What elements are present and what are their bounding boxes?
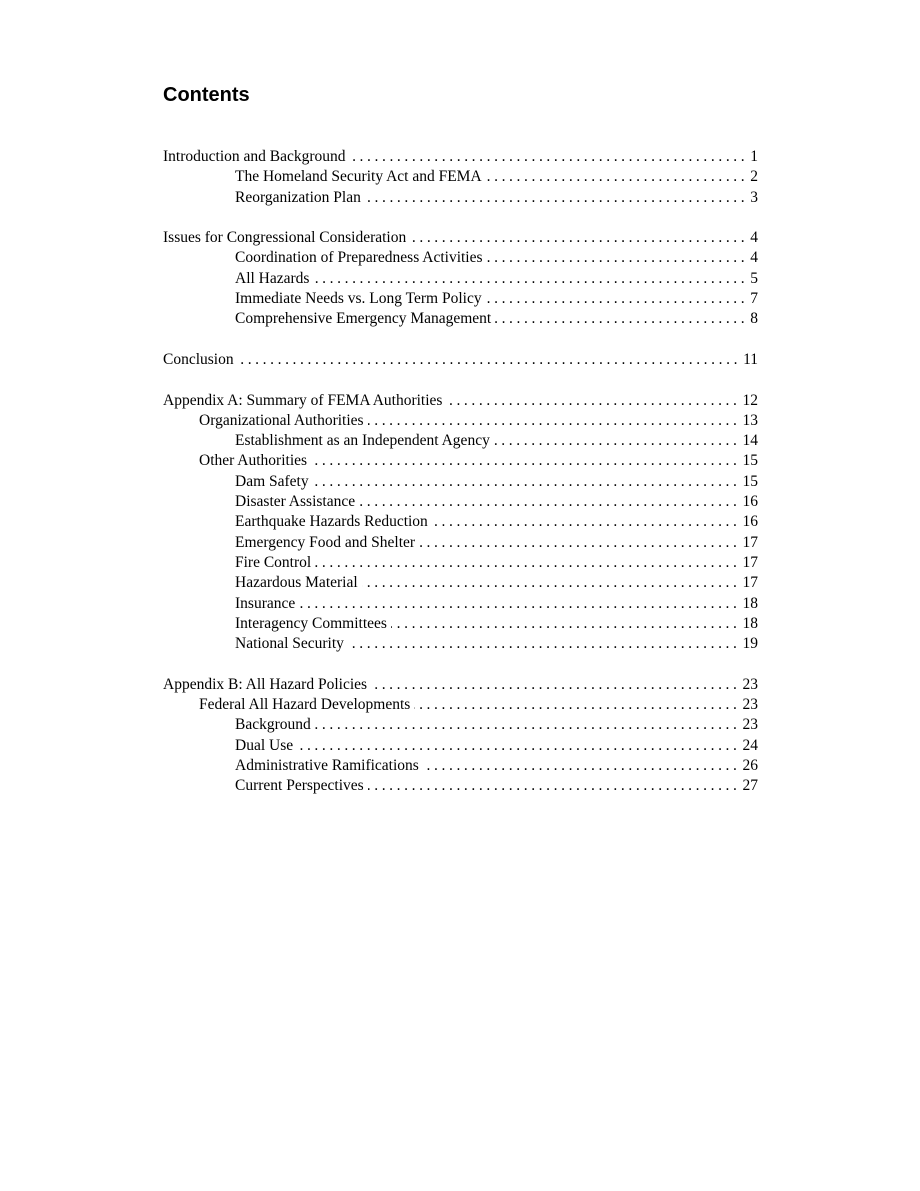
toc-entry-title: Federal All Hazard Developments (199, 696, 411, 714)
dot-leader (350, 147, 749, 167)
toc-entry[interactable] (163, 756, 758, 776)
toc-entry[interactable] (163, 573, 758, 593)
toc-entry[interactable] (163, 188, 758, 208)
dot-leader (486, 167, 749, 187)
toc-entry-title: Current Perspectives (235, 777, 364, 795)
dot-leader (315, 553, 740, 573)
toc-entry-page-number: 17 (742, 533, 758, 551)
toc-entry[interactable] (163, 553, 758, 573)
dot-leader (414, 695, 740, 715)
toc-entry-page-number: 5 (750, 269, 758, 287)
toc-entry[interactable] (163, 492, 758, 512)
toc-entry-page-number: 7 (750, 290, 758, 308)
toc-entry[interactable] (163, 715, 758, 735)
toc-entry-title: Reorganization Plan (235, 188, 361, 206)
dot-leader (423, 756, 741, 776)
toc-entry[interactable] (163, 411, 758, 431)
toc-entry-page-number: 17 (742, 553, 758, 571)
toc-entry-title: Dual Use (235, 736, 294, 754)
toc-entry-title: Organizational Authorities (199, 411, 364, 429)
toc-entry-title: Interagency Committees (235, 614, 387, 632)
toc-entry[interactable] (163, 431, 758, 451)
toc-entry[interactable] (163, 634, 758, 654)
toc-entry[interactable] (163, 776, 758, 796)
dot-leader (410, 228, 748, 248)
toc-entry[interactable] (163, 695, 758, 715)
toc-entry-title: All Hazards (235, 269, 310, 287)
toc-entry-title: Fire Control (235, 553, 312, 571)
toc-entry-page-number: 16 (742, 493, 758, 511)
toc-entry-page-number: 27 (742, 777, 758, 795)
toc-entry[interactable] (163, 248, 758, 268)
dot-leader (368, 776, 741, 796)
toc-entry-page-number: 11 (743, 350, 758, 368)
toc-entry-page-number: 15 (742, 472, 758, 490)
toc-entry[interactable] (163, 167, 758, 187)
toc-entry-page-number: 18 (742, 594, 758, 612)
toc-entry-title: Background (235, 716, 311, 734)
dot-leader (419, 533, 740, 553)
toc-entry-title: The Homeland Security Act and FEMA (235, 168, 482, 186)
toc-entry[interactable] (163, 675, 758, 695)
page-title: Contents (163, 84, 250, 106)
toc-entry-page-number: 8 (750, 310, 758, 328)
toc-entry[interactable] (163, 736, 758, 756)
dot-leader (368, 411, 741, 431)
toc-entry-title: Disaster Assistance (235, 493, 356, 511)
toc-section (163, 675, 758, 797)
toc-entry[interactable] (163, 269, 758, 289)
toc-entry-title: Appendix A: Summary of FEMA Authorities (163, 391, 443, 409)
toc-entry-title: Comprehensive Emergency Management (235, 310, 492, 328)
dot-leader (371, 675, 740, 695)
toc-entry-title: Immediate Needs vs. Long Term Policy (235, 290, 482, 308)
toc-entry-page-number: 4 (750, 229, 758, 247)
dot-leader (311, 451, 740, 471)
toc-entry-title: National Security (235, 635, 344, 653)
toc-entry[interactable] (163, 472, 758, 492)
toc-entry-title: Appendix B: All Hazard Policies (163, 675, 368, 693)
toc-entry-title: Earthquake Hazards Reduction (235, 513, 428, 531)
dot-leader (362, 573, 741, 593)
toc-entry-title: Administrative Ramifications (235, 756, 419, 774)
toc-entry-page-number: 17 (742, 574, 758, 592)
toc-entry-title: Issues for Congressional Consideration (163, 229, 407, 247)
toc-entry[interactable] (163, 350, 758, 370)
toc-entry[interactable] (163, 147, 758, 167)
toc-entry-title: Establishment as an Independent Agency (235, 432, 490, 450)
toc-entry-page-number: 16 (742, 513, 758, 531)
toc-entry-page-number: 12 (742, 391, 758, 409)
toc-entry-page-number: 1 (750, 148, 758, 165)
dot-leader (486, 289, 749, 309)
dot-leader (494, 431, 741, 451)
toc-entry-title: Emergency Food and Shelter (235, 533, 416, 551)
toc-entry-title: Other Authorities (199, 452, 308, 470)
toc-entry-page-number: 23 (742, 716, 758, 734)
dot-leader (299, 594, 740, 614)
dot-leader (432, 512, 741, 532)
toc-section (163, 350, 758, 370)
toc-entry-page-number: 18 (742, 614, 758, 632)
toc-section (163, 391, 758, 655)
toc-section (163, 228, 758, 329)
dot-leader (359, 492, 740, 512)
dot-leader (487, 248, 749, 268)
toc-entry[interactable] (163, 309, 758, 329)
toc-entry[interactable] (163, 594, 758, 614)
toc-entry-title: Hazardous Material (235, 574, 358, 592)
dot-leader (238, 350, 741, 370)
toc-entry-title: Dam Safety (235, 472, 309, 490)
toc-entry-page-number: 13 (742, 411, 758, 429)
toc-entry[interactable] (163, 451, 758, 471)
toc-entry-page-number: 24 (742, 736, 758, 754)
toc-entry-page-number: 23 (742, 675, 758, 693)
toc-entry-page-number: 14 (742, 432, 758, 450)
toc-entry[interactable] (163, 391, 758, 411)
toc-entry-page-number: 3 (750, 188, 758, 206)
toc-entry[interactable] (163, 228, 758, 248)
dot-leader (313, 472, 741, 492)
toc-entry-page-number: 26 (742, 756, 758, 774)
toc-entry-page-number: 19 (742, 635, 758, 653)
table-of-contents (163, 147, 758, 817)
toc-entry-title: Introduction and Background (163, 148, 346, 165)
dot-leader (495, 309, 748, 329)
toc-entry-page-number: 15 (742, 452, 758, 470)
toc-entry-page-number: 2 (750, 168, 758, 186)
dot-leader (315, 715, 741, 735)
toc-entry-title: Coordination of Preparedness Activities (235, 249, 483, 267)
toc-section (163, 147, 758, 208)
dot-leader (365, 188, 748, 208)
dot-leader (297, 736, 740, 756)
toc-entry[interactable] (163, 533, 758, 553)
toc-entry[interactable] (163, 289, 758, 309)
toc-entry-title: Insurance (235, 594, 296, 612)
toc-entry[interactable] (163, 512, 758, 532)
toc-entry-page-number: 23 (742, 696, 758, 714)
toc-entry[interactable] (163, 614, 758, 634)
dot-leader (446, 391, 740, 411)
dot-leader (348, 634, 741, 654)
toc-entry-title: Conclusion (163, 350, 234, 368)
dot-leader (391, 614, 741, 634)
toc-entry-page-number: 4 (750, 249, 758, 267)
dot-leader (313, 269, 748, 289)
